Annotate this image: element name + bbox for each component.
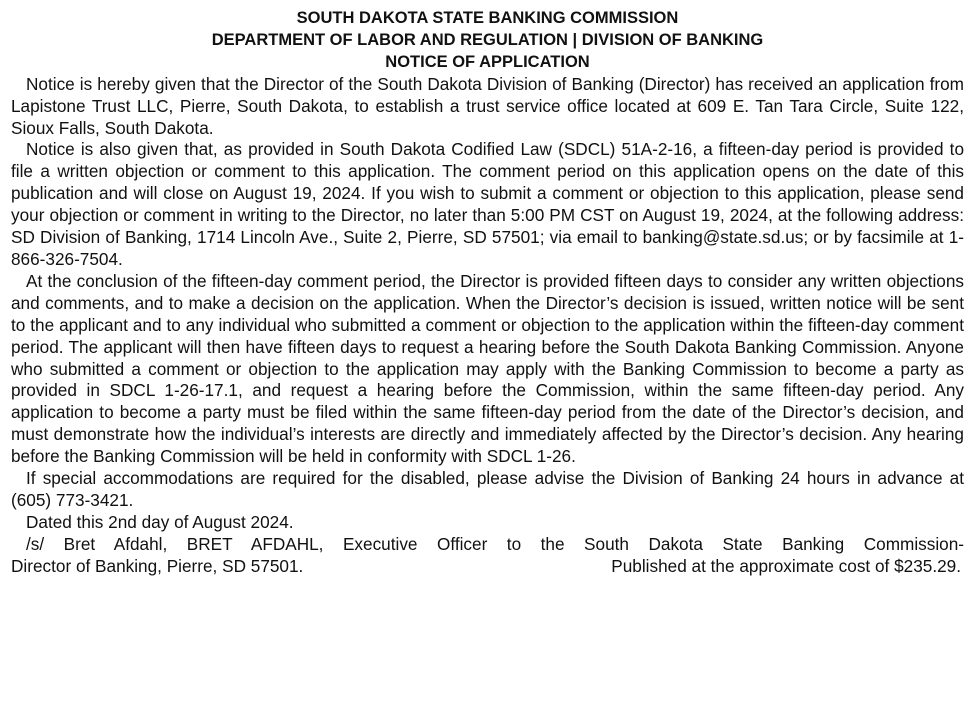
paragraph-comment-period: Notice is also given that, as provided in South Dakota Codified Law (SDCL) 51A-2-16, a fifteen-day period is provided to file a written objection or comment to this application. The comment period on this application opens on the date of this publication and will close on August 19, 2024. If you wish to submit a comment or objection to this application, please send your objection or comment in writing to the Director, no later than 5:00 PM CST on August 19, 2024, at the following address: SD Division of Banking, 1714 Lincoln Ave., Suite 2, Pierre, SD 57501; via email to banking@state.sd.us; or by facsimile at 1-866-326-7504. xyxy=(11,139,964,269)
paragraph-dated: Dated this 2nd day of August 2024. xyxy=(26,511,294,532)
department-title: DEPARTMENT OF LABOR AND REGULATION | DIVISION OF BANKING xyxy=(211,30,764,49)
notice-title: NOTICE OF APPLICATION xyxy=(385,52,590,71)
notice-header xyxy=(11,8,964,74)
signature-title: Director of Banking, Pierre, SD 57501. xyxy=(11,555,304,576)
paragraph-decision-process: At the conclusion of the fifteen-day comment period, the Director is provided fifteen days to consider any written objections and comments, and to make a decision on the application. When the Director’s decision is issued, written notice will be sent to the applicant and to any individual who submitted a comment or objection to the application within the fifteen-day comment period. The applicant will then have fifteen days to request a hearing before the South Dakota Banking Commission. Anyone who submitted a comment or objection to the application may apply with the Banking Commission to become a party as provided in SDCL 1-26-17.1, and request a hearing before the Commission, within the same fifteen-day period. Any application to become a party must be filed within the same fifteen-day period from the date of the Director’s decision, and must demonstrate how the individual’s interests are directly and immediately affected by the Director’s decision. Any hearing before the Banking Commission will be held in conformity with SDCL 1-26. xyxy=(11,270,964,467)
agency-title: SOUTH DAKOTA STATE BANKING COMMISSION xyxy=(296,9,679,27)
paragraph-application: Notice is hereby given that the Director of the South Dakota Division of Banking (Director) has received an application from Lapistone Trust LLC, Pierre, South Dakota, to establish a trust service office located at 609 E. Tan Tara Circle, Suite 122, Sioux Falls, South Dakota. xyxy=(11,73,964,138)
publication-cost: Published at the approximate cost of $235.29. xyxy=(611,555,961,576)
signature-line: /s/ Bret Afdahl, BRET AFDAHL, Executive Officer to the South Dakota State Banking Commission- xyxy=(26,533,964,554)
signature-footer-row xyxy=(11,556,964,578)
paragraph-accommodations: If special accommodations are required for the disabled, please advise the Division of Banking 24 hours in advance at (605) 773-3421. xyxy=(11,468,964,510)
